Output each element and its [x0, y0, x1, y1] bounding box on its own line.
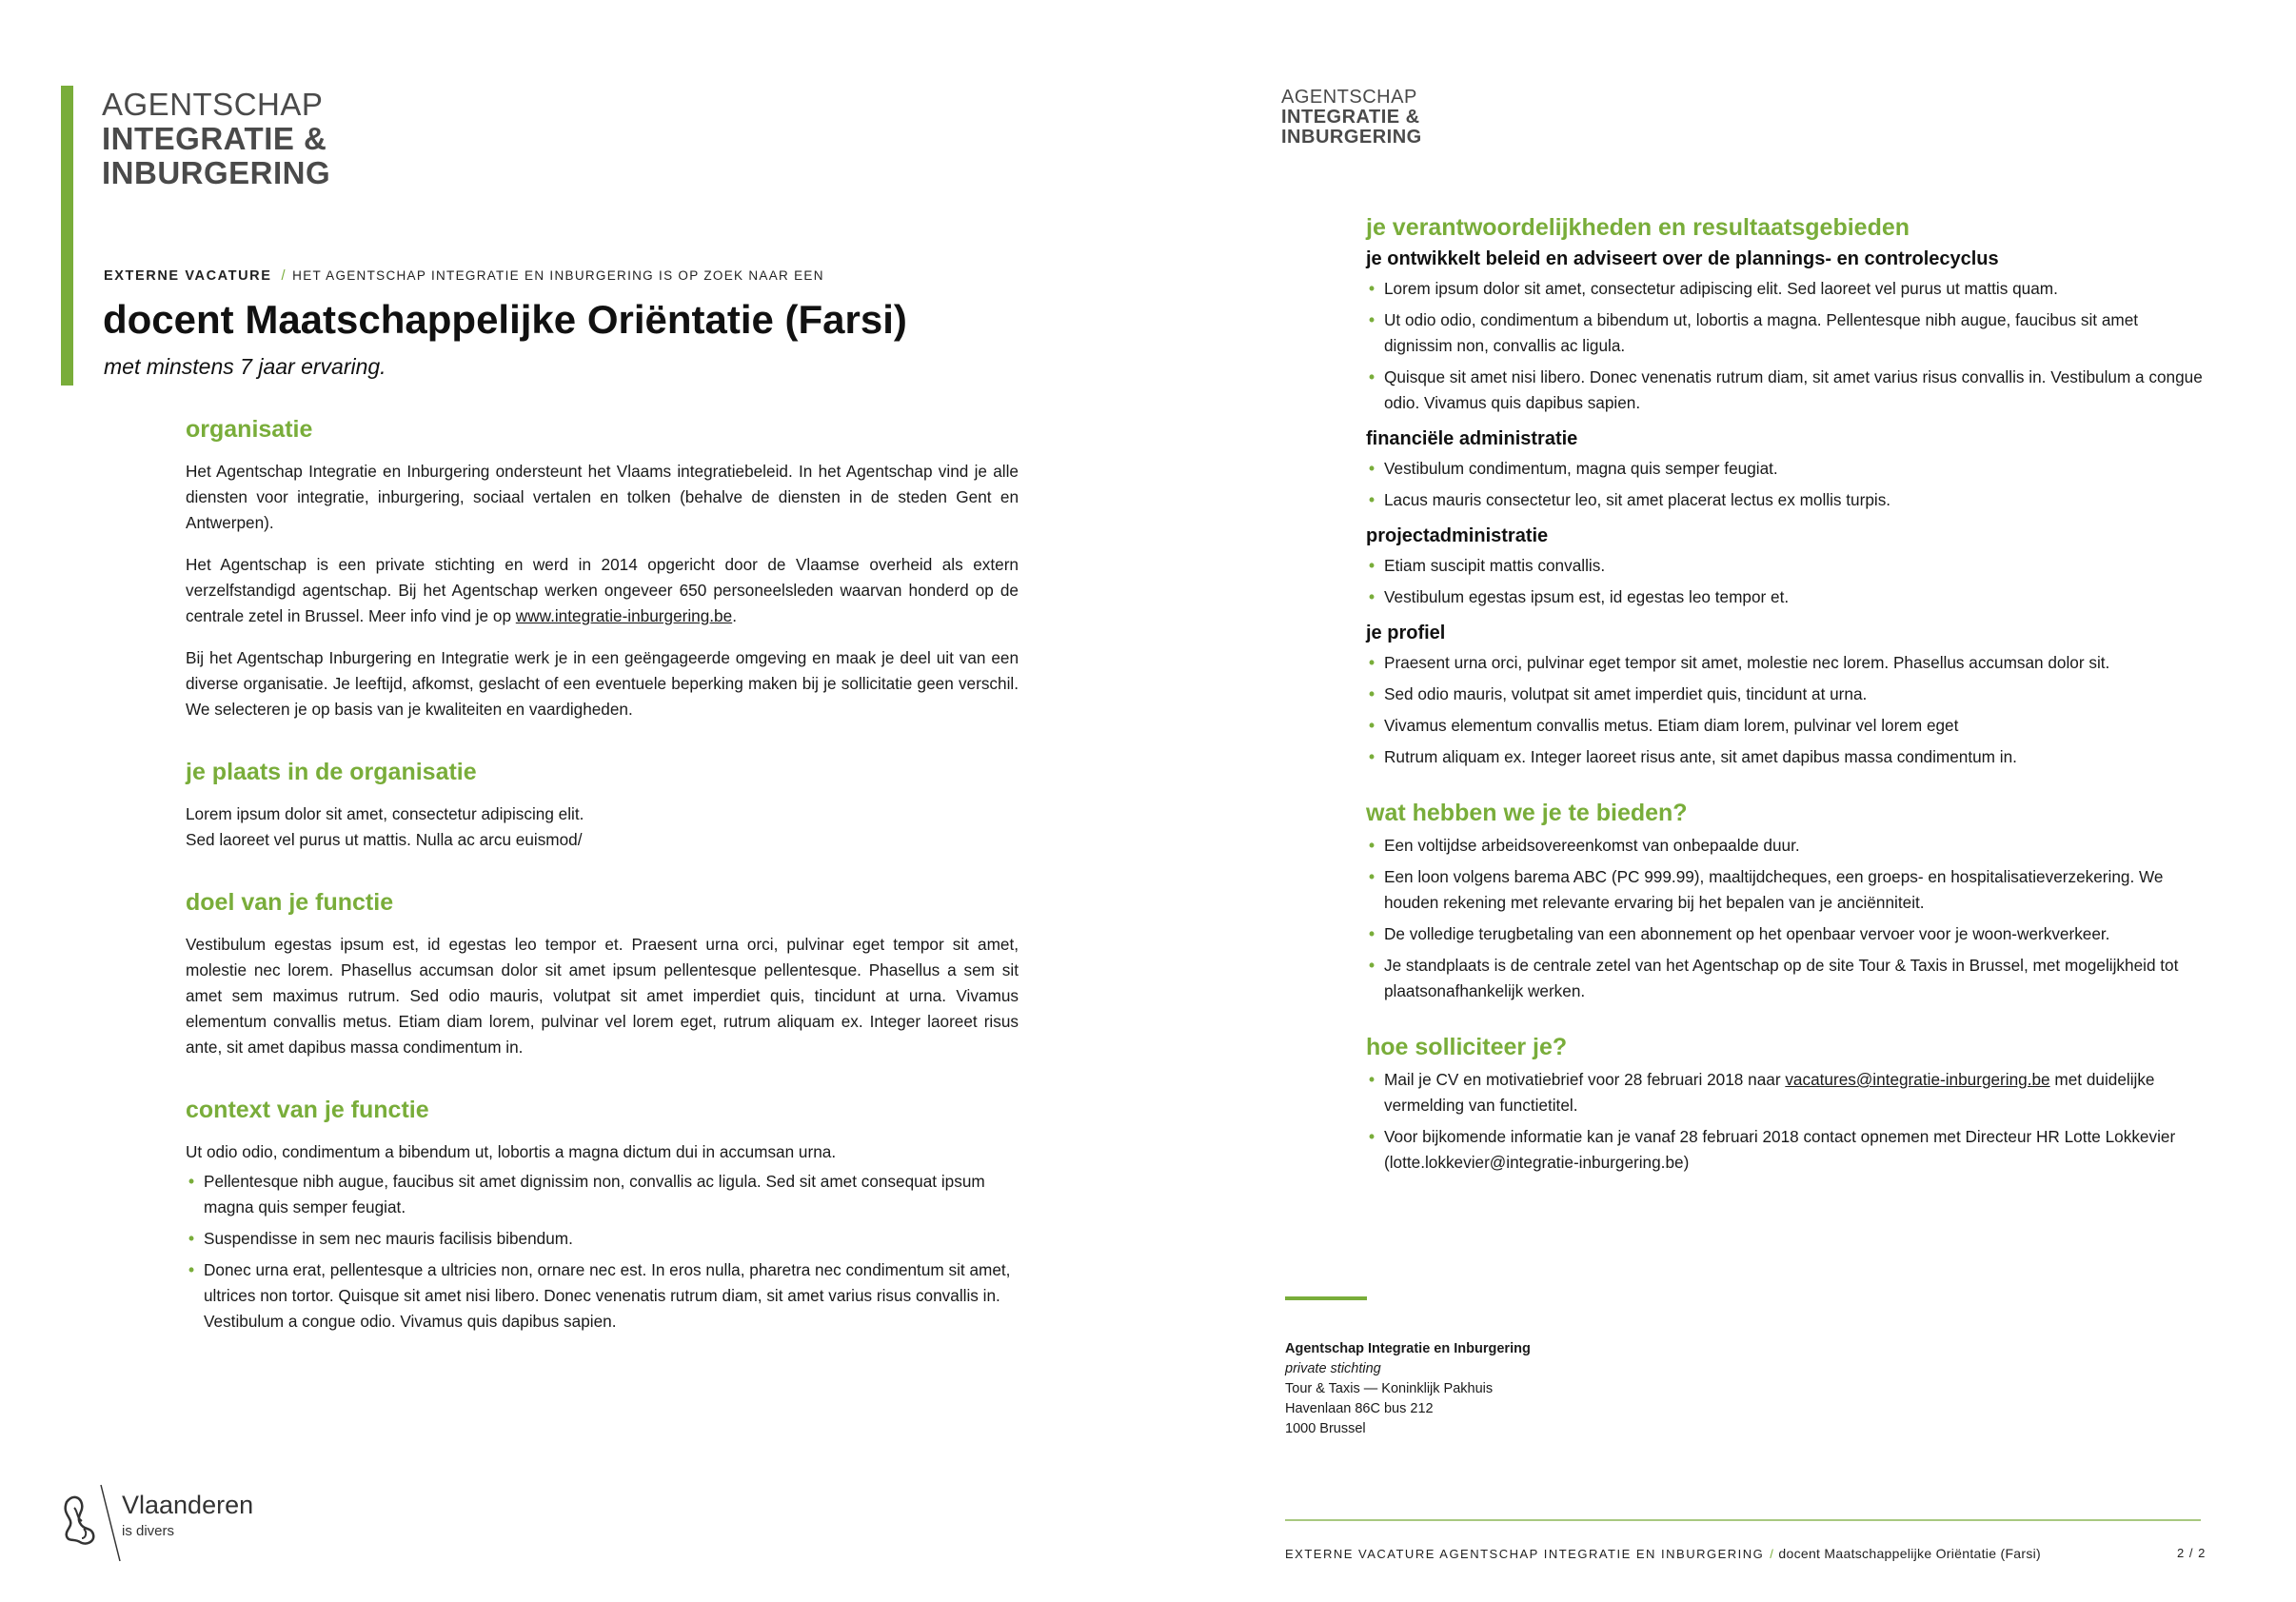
list-item: • Ut odio odio, condimentum a bibendum ut, lobortis a magna. Pellentesque nibh augue, faucibus sit amet dignissim non, convallis ac ligula.: [1366, 307, 2204, 359]
job-subtitle: met minstens 7 jaar ervaring.: [104, 354, 386, 379]
list-item: • Etiam suscipit mattis convallis.: [1366, 553, 2204, 579]
list-item: • Sed odio mauris, volutpat sit amet imperdiet quis, tincidunt at urna.: [1366, 682, 2204, 707]
flanders-tagline: is divers: [122, 1523, 175, 1539]
paragraph: Vestibulum egestas ipsum est, id egestas leo tempor et. Praesent urna orci, pulvinar eget tempor sit amet, molestie nec lorem. Phasellus accumsan dolor sit amet ipsum pellentesque pellentesque. Phasellus a sem sit amet sem maximus rutrum. Sed odio mauris, volutpat sit amet imperdiet quis, tincidunt at urna. Vivamus elementum convallis metus. Etiam diam lorem, pulvinar vel lorem eget, rutrum aliquam ex. Integer laoreet risus ante, sit amet dapibus massa condimentum in.: [186, 935, 1019, 1057]
kicker-label: EXTERNE VACATURE: [104, 268, 272, 284]
sub-heading: financiële administratie: [1366, 428, 1578, 449]
paragraph: Bij het Agentschap Inburgering en Integratie werk je in een geëngageerde omgeving en maak je deel uit van een diverse organisatie. Je leeftijd, afkomst, geslacht of een eventuele beperking maken bij je sollicitatie geen verschil. We selecteren je op basis van je kwaliteiten en vaardigheden.: [186, 648, 1019, 719]
logo-line-2: INTEGRATIE &: [102, 121, 327, 156]
list-item: • Je standplaats is de centrale zetel van het Agentschap op de site Tour & Taxis in Brussel, met mogelijkheid tot plaatsonafhankelijk werken.: [1366, 953, 2204, 1004]
paragraph: [186, 552, 1019, 629]
page-number: 2 / 2: [2177, 1546, 2207, 1560]
list-item: • Vestibulum condimentum, magna quis semper feugiat.: [1366, 456, 2204, 482]
address-line: 1000 Brussel: [1285, 1421, 1366, 1436]
email-link[interactable]: vacatures@integratie-inburgering.be: [1785, 1070, 2050, 1089]
sub-heading: je profiel: [1366, 623, 1446, 643]
agency-logo: [102, 88, 330, 190]
right-content: [1366, 211, 2204, 1185]
flanders-brand-name: Vlaanderen: [122, 1491, 254, 1519]
logo-line-1: AGENTSCHAP: [102, 87, 324, 122]
section-heading: organisatie: [186, 416, 313, 443]
bullet-list: [1366, 456, 2204, 513]
address-legal-form: private stichting: [1285, 1361, 1381, 1376]
footer-job-title: docent Maatschappelijke Oriëntatie (Farsi): [1778, 1546, 2042, 1561]
paragraph: Ut odio odio, condimentum a bibendum ut, lobortis a magna dictum dui in accumsan urna.: [186, 1142, 837, 1161]
list-item: • Praesent urna orci, pulvinar eget tempor sit amet, molestie nec lorem. Phasellus accumsan dolor sit.: [1366, 650, 2204, 676]
bullet-list: [1366, 833, 2204, 1004]
section-doel: [186, 886, 1019, 1060]
section-solliciteer: [1366, 1031, 2204, 1176]
list-item: • Een voltijdse arbeidsovereenkomst van onbepaalde duur.: [1366, 833, 2204, 859]
section-heading: hoe solliciteer je?: [1366, 1034, 1568, 1060]
logo-accent-bar: [61, 86, 73, 386]
logo-line-2: INTEGRATIE &: [1281, 107, 1420, 128]
section-plaats: [186, 756, 1019, 853]
footer-separator: /: [1770, 1547, 1775, 1561]
section-verantwoordelijkheden: [1366, 211, 2204, 770]
address-org: Agentschap Integratie en Inburgering: [1285, 1341, 1531, 1356]
bullet-list: [1366, 553, 2204, 610]
list-item: • Rutrum aliquam ex. Integer laoreet risus ante, sit amet dapibus massa condimentum in.: [1366, 744, 2204, 770]
bullet-list: [186, 1169, 1019, 1335]
agency-address: [1285, 1339, 1531, 1439]
paragraph-line: Sed laoreet vel purus ut mattis. Nulla ac arcu euismod/: [186, 830, 583, 849]
paragraph-line: Lorem ipsum dolor sit amet, consectetur adipiscing elit.: [186, 804, 584, 823]
section-heading: je plaats in de organisatie: [186, 759, 477, 785]
page-2: [1148, 0, 2296, 1602]
vacancy-kicker: [104, 268, 824, 284]
list-item: • Voor bijkomende informatie kan je vanaf 28 februari 2018 contact opnemen met Directeur HR Lotte Lokkevier (lotte.lokkevier@integratie-inburgering.be): [1366, 1124, 2204, 1176]
apply-text: Mail je CV en motivatiebrief voor 28 februari 2018 naar: [1384, 1070, 1781, 1089]
website-link[interactable]: www.integratie-inburgering.be: [515, 606, 733, 625]
list-item: • Vestibulum egestas ipsum est, id egestas leo tempor et.: [1366, 584, 2204, 610]
section-bieden: [1366, 797, 2204, 1004]
left-content: [186, 413, 1019, 1344]
list-item: • Donec urna erat, pellentesque a ultricies non, ornare nec est. In eros nulla, pharetra nec condimentum sit amet, ultrices non tortor. Quisque sit amet nisi libero. Donec venenatis rutrum diam, sit amet varius risus convallis in. Vestibulum a congue odio. Vivamus quis dapibus sapien.: [186, 1257, 1019, 1335]
paragraph: Het Agentschap Integratie en Inburgering ondersteunt het Vlaams integratiebeleid. In het Agentschap vind je alle diensten voor integratie, inburgering, sociaal vertalen en tolken (behalve de diensten in de steden Gent en Antwerpen).: [186, 462, 1019, 532]
logo-line-3: INBURGERING: [1281, 127, 1422, 148]
bullet-list: [1366, 1067, 2204, 1176]
list-item: • Lorem ipsum dolor sit amet, consectetur adipiscing elit. Sed laoreet vel purus ut mattis quam.: [1366, 276, 2204, 302]
apply-text-end: met duidelijke vermelding van functietitel.: [1384, 1070, 2155, 1115]
page-footer: [1285, 1546, 2041, 1561]
bullet-list: [1366, 276, 2204, 416]
kicker-text: HET AGENTSCHAP INTEGRATIE EN INBURGERING IS OP ZOEK NAAR EEN: [292, 268, 824, 283]
paragraph-end: .: [732, 606, 737, 625]
section-heading: wat hebben we je te bieden?: [1366, 800, 1688, 826]
kicker-separator: /: [281, 268, 287, 284]
list-item: • Quisque sit amet nisi libero. Donec venenatis rutrum diam, sit amet varius risus convallis in. Vestibulum a congue odio. Vivamus quis dapibus sapien.: [1366, 365, 2204, 416]
logo-line-1: AGENTSCHAP: [1281, 87, 1417, 108]
list-item: • Pellentesque nibh augue, faucibus sit amet dignissim non, convallis ac ligula. Sed sit amet consequat ipsum magna quis semper feugiat.: [186, 1169, 1019, 1220]
logo-line-3: INBURGERING: [102, 155, 331, 190]
sub-heading: je ontwikkelt beleid en adviseert over de plannings- en controlecyclus: [1366, 248, 1999, 269]
sub-heading: projectadministratie: [1366, 525, 1549, 546]
section-heading: je verantwoordelijkheden en resultaatsgebieden: [1366, 214, 1910, 241]
list-item: • Vivamus elementum convallis metus. Etiam diam lorem, pulvinar vel lorem eget: [1366, 713, 2204, 739]
section-heading: context van je functie: [186, 1097, 429, 1123]
address-line: Tour & Taxis — Koninklijk Pakhuis: [1285, 1381, 1494, 1396]
section-heading: doel van je functie: [186, 889, 394, 916]
footer-text: EXTERNE VACATURE AGENTSCHAP INTEGRATIE EN INBURGERING: [1285, 1547, 1765, 1561]
section-organisatie: [186, 413, 1019, 722]
list-item: • Een loon volgens barema ABC (PC 999.99), maaltijdcheques, een groeps- en hospitalisatieverzekering. We houden rekening met relevante ervaring bij het bepalen van je anciënniteit.: [1366, 864, 2204, 916]
address-line: Havenlaan 86C bus 212: [1285, 1401, 1434, 1416]
list-item: • De volledige terugbetaling van een abonnement op het openbaar vervoer voor je woon-werkverkeer.: [1366, 921, 2204, 947]
address-divider: [1285, 1296, 1367, 1300]
bullet-list: [1366, 650, 2204, 770]
list-item: • Suspendisse in sem nec mauris facilisis bibendum.: [186, 1226, 1019, 1252]
agency-logo-small: [1281, 88, 1422, 148]
list-item: [1366, 1067, 2204, 1118]
job-title: docent Maatschappelijke Oriëntatie (Farsi): [103, 297, 907, 342]
footer-divider: [1285, 1519, 2201, 1521]
list-item: • Lacus mauris consectetur leo, sit amet placerat lectus ex mollis turpis.: [1366, 487, 2204, 513]
section-context: [186, 1094, 1019, 1335]
paragraph-text: Het Agentschap is een private stichting en werd in 2014 opgericht door de Vlaamse overheid als extern verzelfstandigd agentschap. Bij het Agentschap werken ongeveer 650 personeelsleden waarvan honderd op de centrale zetel in Brussel. Meer info vind je op: [186, 555, 1019, 625]
